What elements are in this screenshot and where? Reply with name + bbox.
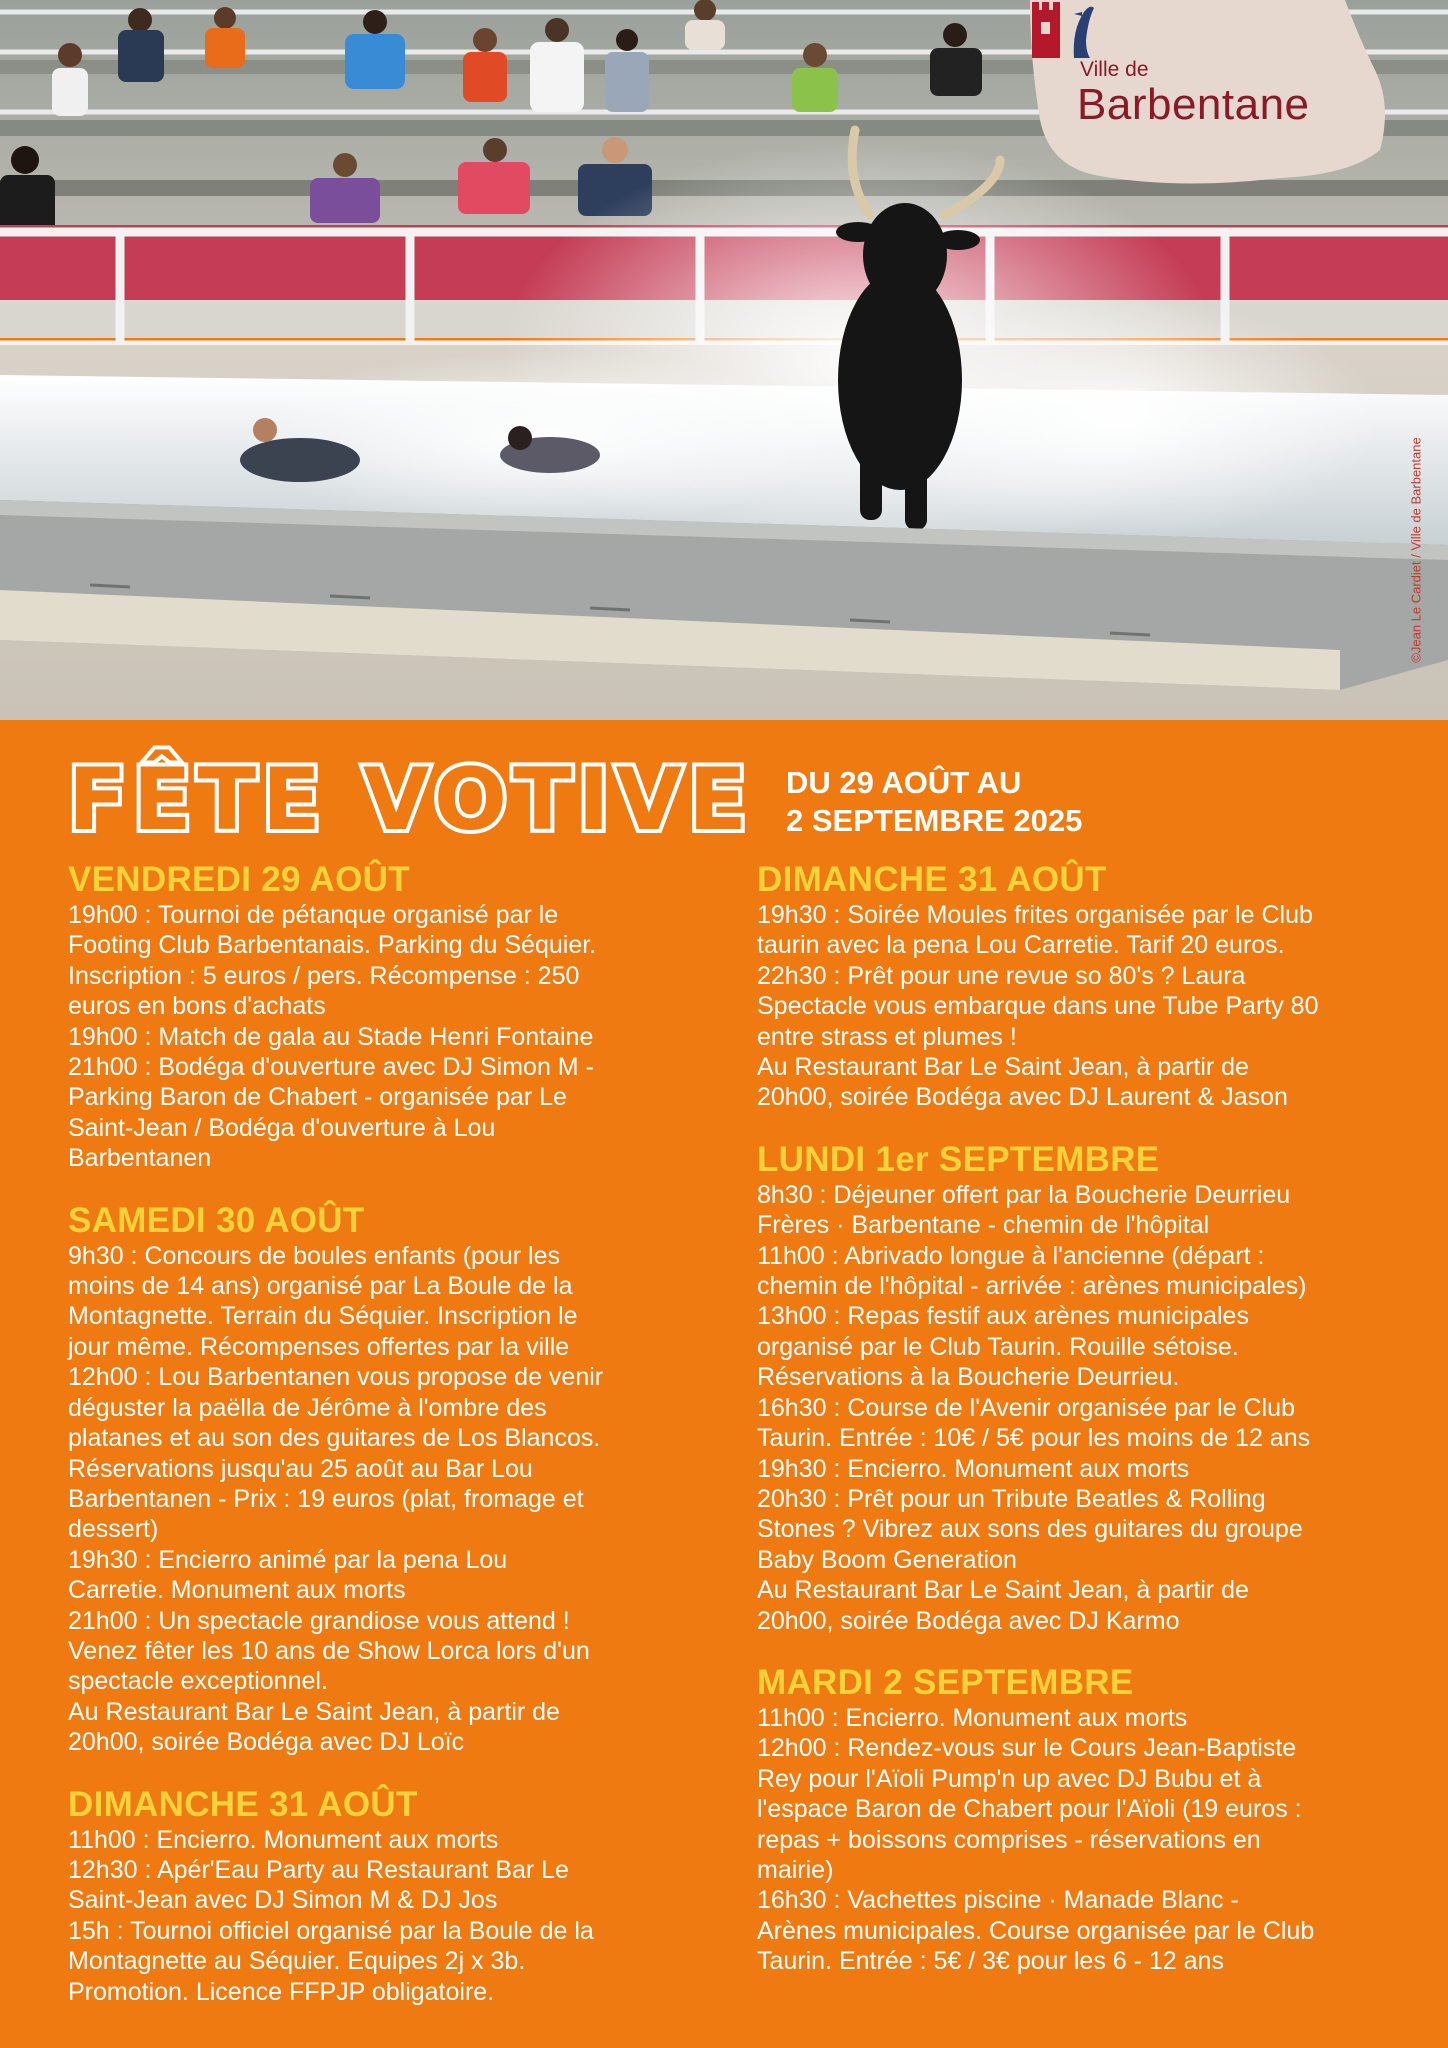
logo-ville-label: Ville de bbox=[1080, 58, 1149, 81]
day-section bbox=[757, 860, 1397, 1113]
program-line: 11h00 : Abrivado longue à l'ancienne (départ : bbox=[757, 1241, 1265, 1270]
program-line: Frères · Barbentane - chemin de l'hôpital bbox=[757, 1211, 1210, 1240]
program-line: 19h00 : Match de gala au Stade Henri Fontaine bbox=[68, 1022, 594, 1051]
program-line: spectacle exceptionnel. bbox=[68, 1667, 328, 1696]
program-line: mairie) bbox=[757, 1855, 834, 1884]
program-line: 20h00, soirée Bodéga avec DJ Karmo bbox=[757, 1606, 1180, 1635]
program-line: 9h30 : Concours de boules enfants (pour les bbox=[68, 1241, 560, 1270]
program-line: Barbentanen - Prix : 19 euros (plat, fromage et bbox=[68, 1484, 584, 1513]
dates-line-1: DU 29 AOÛT AU bbox=[786, 765, 1022, 800]
program-line: Spectacle vous embarque dans une Tube Party 80 bbox=[757, 992, 1319, 1021]
program-line: Au Restaurant Bar Le Saint Jean, à partir de bbox=[757, 1053, 1249, 1082]
day-section bbox=[757, 1663, 1397, 1977]
day-heading: DIMANCHE 31 AOÛT bbox=[757, 860, 1107, 899]
program-line: Rey pour l'Aïoli Pump'n up avec DJ Bubu et à bbox=[757, 1764, 1262, 1793]
program-line: Arènes municipales. Course organisée par le Club bbox=[757, 1916, 1315, 1945]
program-line: Parking Baron de Chabert - organisée par Le bbox=[68, 1083, 567, 1112]
program-line: Inscription : 5 euros / pers. Récompense : 250 bbox=[68, 961, 580, 990]
program-line: dessert) bbox=[68, 1515, 159, 1544]
day-heading: LUNDI 1er SEPTEMBRE bbox=[757, 1139, 1160, 1179]
program-line: Montagnette au Séquier. Equipes 2j x 3b. bbox=[68, 1947, 526, 1976]
program-line: l'espace Baron de Chabert pour l'Aïoli (19 euros : bbox=[757, 1795, 1302, 1824]
day-section bbox=[757, 1140, 1397, 1636]
program-line: Taurin. Entrée : 5€ / 3€ pour les 6 - 12 ans bbox=[757, 1947, 1224, 1976]
program-line: Au Restaurant Bar Le Saint Jean, à partir de bbox=[757, 1576, 1249, 1605]
program-line: 19h30 : Encierro animé par la pena Lou bbox=[68, 1545, 508, 1574]
program-line: 22h30 : Prêt pour une revue so 80's ? Laura bbox=[757, 961, 1246, 990]
day-section bbox=[68, 1785, 688, 2007]
program-line: taurin avec la pena Lou Carretie. Tarif 20 euros. bbox=[757, 931, 1285, 960]
program-line: platanes et au son des guitares de Los Blancos. bbox=[68, 1424, 601, 1453]
day-heading: DIMANCHE 31 AOÛT bbox=[68, 1784, 418, 1824]
day-section bbox=[68, 860, 688, 1174]
program-line: Taurin. Entrée : 10€ / 5€ pour les moins de 12 ans bbox=[757, 1424, 1311, 1453]
program-line: Barbentanen bbox=[68, 1144, 212, 1173]
program-line: 15h : Tournoi officiel organisé par la Boule de la bbox=[68, 1916, 594, 1945]
program-left-column bbox=[68, 860, 688, 2034]
program-line: 20h30 : Prêt pour un Tribute Beatles & Rolling bbox=[757, 1484, 1266, 1513]
program-line: 11h00 : Encierro. Monument aux morts bbox=[757, 1703, 1188, 1732]
program-line: 19h00 : Tournoi de pétanque organisé par le bbox=[68, 901, 559, 929]
program-line: chemin de l'hôpital - arrivée : arènes municipales) bbox=[757, 1272, 1307, 1301]
program-line: 12h00 : Rendez-vous sur le Cours Jean-Baptiste bbox=[757, 1734, 1297, 1763]
program-line: 21h00 : Bodéga d'ouverture avec DJ Simon M - bbox=[68, 1053, 594, 1082]
program-line: jour même. Récompenses offertes par la ville bbox=[68, 1332, 570, 1361]
program-line: euros en bons d'achats bbox=[68, 992, 326, 1021]
program-line: moins de 14 ans) organisé par La Boule de la bbox=[68, 1272, 573, 1301]
poster-title: FÊTE VOTIVE bbox=[68, 750, 753, 850]
program-line: Réservations jusqu'au 25 août au Bar Lou bbox=[68, 1454, 533, 1483]
event-photo bbox=[0, 0, 1448, 720]
program-line: 8h30 : Déjeuner offert par la Boucherie Deurrieu bbox=[757, 1180, 1291, 1209]
program-right-column bbox=[757, 860, 1397, 2004]
program-line: Carretie. Monument aux morts bbox=[68, 1576, 406, 1605]
photo-credit bbox=[1406, 395, 1426, 705]
program-line: 11h00 : Encierro. Monument aux morts bbox=[68, 1825, 499, 1854]
program-line: Promotion. Licence FFPJP obligatoire. bbox=[68, 1977, 495, 2006]
dates-line-2: 2 SEPTEMBRE 2025 bbox=[786, 803, 1083, 838]
photo-credit-text: ©Jean Le Cardiet / Ville de Barbentane bbox=[1408, 437, 1424, 663]
program-line: Montagnette. Terrain du Séquier. Inscription le bbox=[68, 1302, 578, 1331]
program-line: 16h30 : Course de l'Avenir organisée par le Club bbox=[757, 1393, 1295, 1422]
program-line: Stones ? Vibrez aux sons des guitares du groupe bbox=[757, 1515, 1303, 1544]
program-line: 12h30 : Apér'Eau Party au Restaurant Bar Le bbox=[68, 1855, 569, 1884]
program-line: entre strass et plumes ! bbox=[757, 1022, 1017, 1051]
program-line: Au Restaurant Bar Le Saint Jean, à partir de bbox=[68, 1697, 560, 1726]
program-line: 19h30 : Encierro. Monument aux morts bbox=[757, 1454, 1190, 1483]
program-line: 20h00, soirée Bodéga avec DJ Loïc bbox=[68, 1728, 465, 1757]
town-logo bbox=[1030, 0, 1390, 200]
event-dates bbox=[786, 764, 1082, 840]
day-heading: VENDREDI 29 AOÛT bbox=[68, 860, 410, 899]
program-line: 13h00 : Repas festif aux arènes municipales bbox=[757, 1302, 1249, 1331]
program-line: 20h00, soirée Bodéga avec DJ Laurent & Jason bbox=[757, 1083, 1288, 1112]
program-line: 19h30 : Soirée Moules frites organisée par le Club bbox=[757, 901, 1313, 929]
program-line: 21h00 : Un spectacle grandiose vous attend ! bbox=[68, 1606, 570, 1635]
program-line: Réservations à la Boucherie Deurrieu. bbox=[757, 1363, 1180, 1392]
day-heading: MARDI 2 SEPTEMBRE bbox=[757, 1662, 1134, 1702]
program-line: organisé par le Club Taurin. Rouille sétoise. bbox=[757, 1332, 1239, 1361]
logo-town-name: Barbentane bbox=[1077, 80, 1310, 129]
program-line: Venez fêter les 10 ans de Show Lorca lors d'un bbox=[68, 1636, 590, 1665]
program-line: Saint-Jean avec DJ Simon M & DJ Jos bbox=[68, 1886, 498, 1915]
program-line: repas + boissons comprises - réservations en bbox=[757, 1825, 1261, 1854]
castle-icon bbox=[1030, 0, 1100, 62]
day-section bbox=[68, 1201, 688, 1758]
program-line: Footing Club Barbentanais. Parking du Séquier. bbox=[68, 931, 597, 960]
day-heading: SAMEDI 30 AOÛT bbox=[68, 1200, 365, 1240]
program-line: 12h00 : Lou Barbentanen vous propose de venir bbox=[68, 1363, 604, 1392]
program-line: 16h30 : Vachettes piscine · Manade Blanc - bbox=[757, 1886, 1239, 1915]
program-line: Saint-Jean / Bodéga d'ouverture à Lou bbox=[68, 1113, 496, 1142]
program-line: déguster la paëlla de Jérôme à l'ombre des bbox=[68, 1393, 547, 1422]
program-line: Baby Boom Generation bbox=[757, 1545, 1017, 1574]
